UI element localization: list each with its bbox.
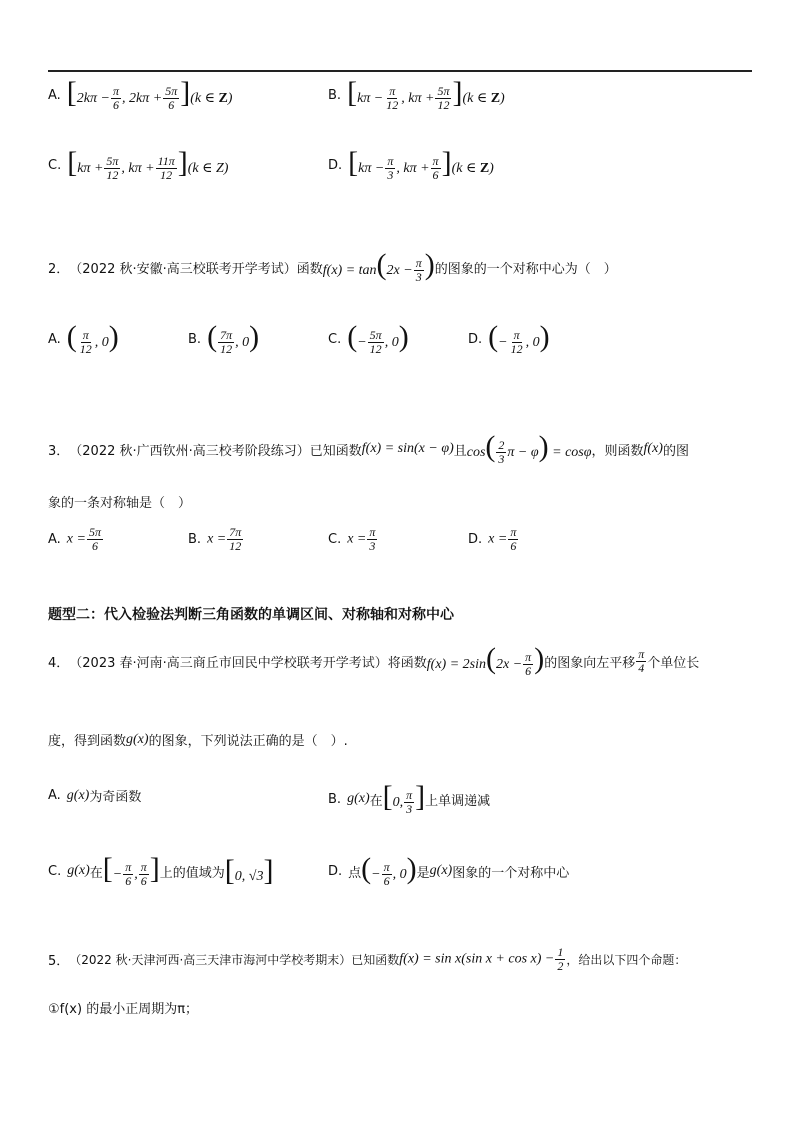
q4-option-b: B. g(x) 在 [0, $\frac{\pi}{3}$ ] 上单调递减 (328, 780, 491, 817)
q4-stem-line2 (48, 730, 348, 749)
q3-option-b: B. x = $\frac{7\pi}{12}$ (188, 525, 242, 553)
q2-stem (48, 250, 617, 284)
q3-mid: 且 (453, 443, 467, 459)
q1-option-c-formula: [kπ + $\frac{5\pi}{12}$ , kπ + $\frac{11\pi}{12}$ ](k ∈ Z) (67, 146, 229, 183)
q4-line2a: 度，得到函数 (48, 734, 127, 749)
q4-number: 4． (48, 655, 70, 671)
q1-option-a-formula: [2kπ − $\frac{\pi}{6}$ , 2kπ + $\frac{5\pi}{6}$ ](k ∈ Z) (66, 76, 233, 113)
q2-option-c: C. (− $\frac{5\pi}{12}$ , 0) (328, 320, 409, 357)
q1-option-d: D. [kπ − $\frac{\pi}{3}$ , kπ + $\frac{\pi}{6}$ ](k ∈ Z) (328, 146, 494, 183)
q3-option-a: A. x = $\frac{5\pi}{6}$ (48, 525, 101, 553)
q4-option-d: D. 点 (− $\frac{\pi}{6}$ , 0) 是 g(x) 图象的一个对称中心 (328, 852, 570, 889)
q3-number: 3． (48, 443, 70, 459)
q3-prefix: 已知函数 (309, 443, 362, 459)
section-heading: 题型二：代入检验法判断三角函数的单调区间、对称轴和对称中心 (48, 607, 454, 623)
q2-option-a: A. ( $\frac{\pi}{12}$ , 0) (48, 320, 119, 357)
q5-suffix: ，给出以下四个命题： (566, 953, 687, 967)
q3-suffix-1: ，则函数 (591, 443, 644, 459)
q2-number: 2． (48, 261, 70, 277)
q3-source: （2022 秋·广西钦州·高三校考阶段练习） (69, 443, 310, 459)
q2-suffix: 的图象的一个对称中心为（ ） (434, 261, 617, 277)
q5-formula: f(x) = sin x(sin x + cos x) − $\frac{1}{2}$ (399, 945, 564, 973)
top-rule (48, 70, 752, 72)
q4-suffix: 个单位长 (647, 655, 700, 671)
q3-suffix-2: 的图 (662, 443, 689, 459)
q4-formula: f(x) = 2sin(2x − $\frac{\pi}{6}$ ) (426, 642, 545, 679)
q2-source: （2022 秋·安徽·高三校联考开学考试） (69, 261, 297, 277)
q1-option-c: C. [kπ + $\frac{5\pi}{12}$ , kπ + $\frac{11\pi}{12}$ ](k ∈ Z) (48, 146, 229, 183)
q2-formula: f(x) = tan(2x − $\frac{\pi}{3}$ ) (322, 248, 435, 285)
q3-stem (48, 432, 689, 466)
q2-option-d: D. (− $\frac{\pi}{12}$ , 0) (468, 320, 550, 357)
q4-line2-fn: g(x) (126, 731, 149, 747)
q3-stem-line2: 象的一条对称轴是（ ） (48, 496, 192, 511)
q4-option-a: A. g(x) 为奇函数 (48, 787, 142, 805)
q3-formula-3: f(x) (643, 441, 663, 457)
q1-option-a: A. [2kπ − $\frac{\pi}{6}$ , 2kπ + $\frac{5\pi}{6}$ ](k ∈ Z) (48, 76, 233, 113)
q3-formula-1: f(x) = sin(x − φ) (361, 441, 454, 457)
q5-number: 5． (48, 954, 70, 969)
q5-source: （2022 秋·天津河西·高三天津市海河中学校考期末） (69, 953, 352, 967)
q5-stem (48, 946, 686, 973)
q5-item-1: ①f(x) 的最小正周期为π； (48, 1002, 199, 1017)
q4-line2b: 的图象，下列说法正确的是（ ）. (148, 734, 348, 749)
q4-source: （2023 春·河南·高三商丘市回民中学校联考开学考试） (69, 655, 388, 671)
q5-prefix: 已知函数 (351, 953, 400, 967)
q4-option-c: C. g(x) 在 [− $\frac{\pi}{6}$ , $\frac{\pi}{6}$ ] 上的值域为 [0, √3] (48, 852, 274, 889)
q1-option-d-formula: [kπ − $\frac{\pi}{3}$ , kπ + $\frac{\pi}{6}$ ](k ∈ Z) (348, 146, 494, 183)
q2-option-b: B. ( $\frac{7\pi}{12}$ , 0) (188, 320, 260, 357)
q1-option-b-formula: [kπ − $\frac{\pi}{12}$ , kπ + $\frac{5\pi}{12}$ ](k ∈ Z) (347, 76, 505, 113)
q4-mid: 的图象向左平移 (544, 655, 636, 671)
q4-stem: 4． （2023 春·河南·高三商丘市回民中学校联考开学考试） 将函数 f(x) = 2sin(2x − $\frac{\pi}{6}$ ) 的图象向左平移 $\frac{\pi}{4}$ 个单位长 (48, 642, 700, 679)
q3-option-c: C. x = $\frac{\pi}{3}$ (328, 525, 376, 553)
q3-formula-2: cos( $\frac{2}{3}$ π − φ) = cosφ (466, 430, 592, 467)
q4-prefix: 将函数 (387, 655, 427, 671)
q3-option-d: D. x = $\frac{\pi}{6}$ (468, 525, 517, 553)
q1-option-b: B. [kπ − $\frac{\pi}{12}$ , kπ + $\frac{5\pi}{12}$ ](k ∈ Z) (328, 76, 505, 113)
q2-prefix: 函数 (296, 261, 323, 277)
